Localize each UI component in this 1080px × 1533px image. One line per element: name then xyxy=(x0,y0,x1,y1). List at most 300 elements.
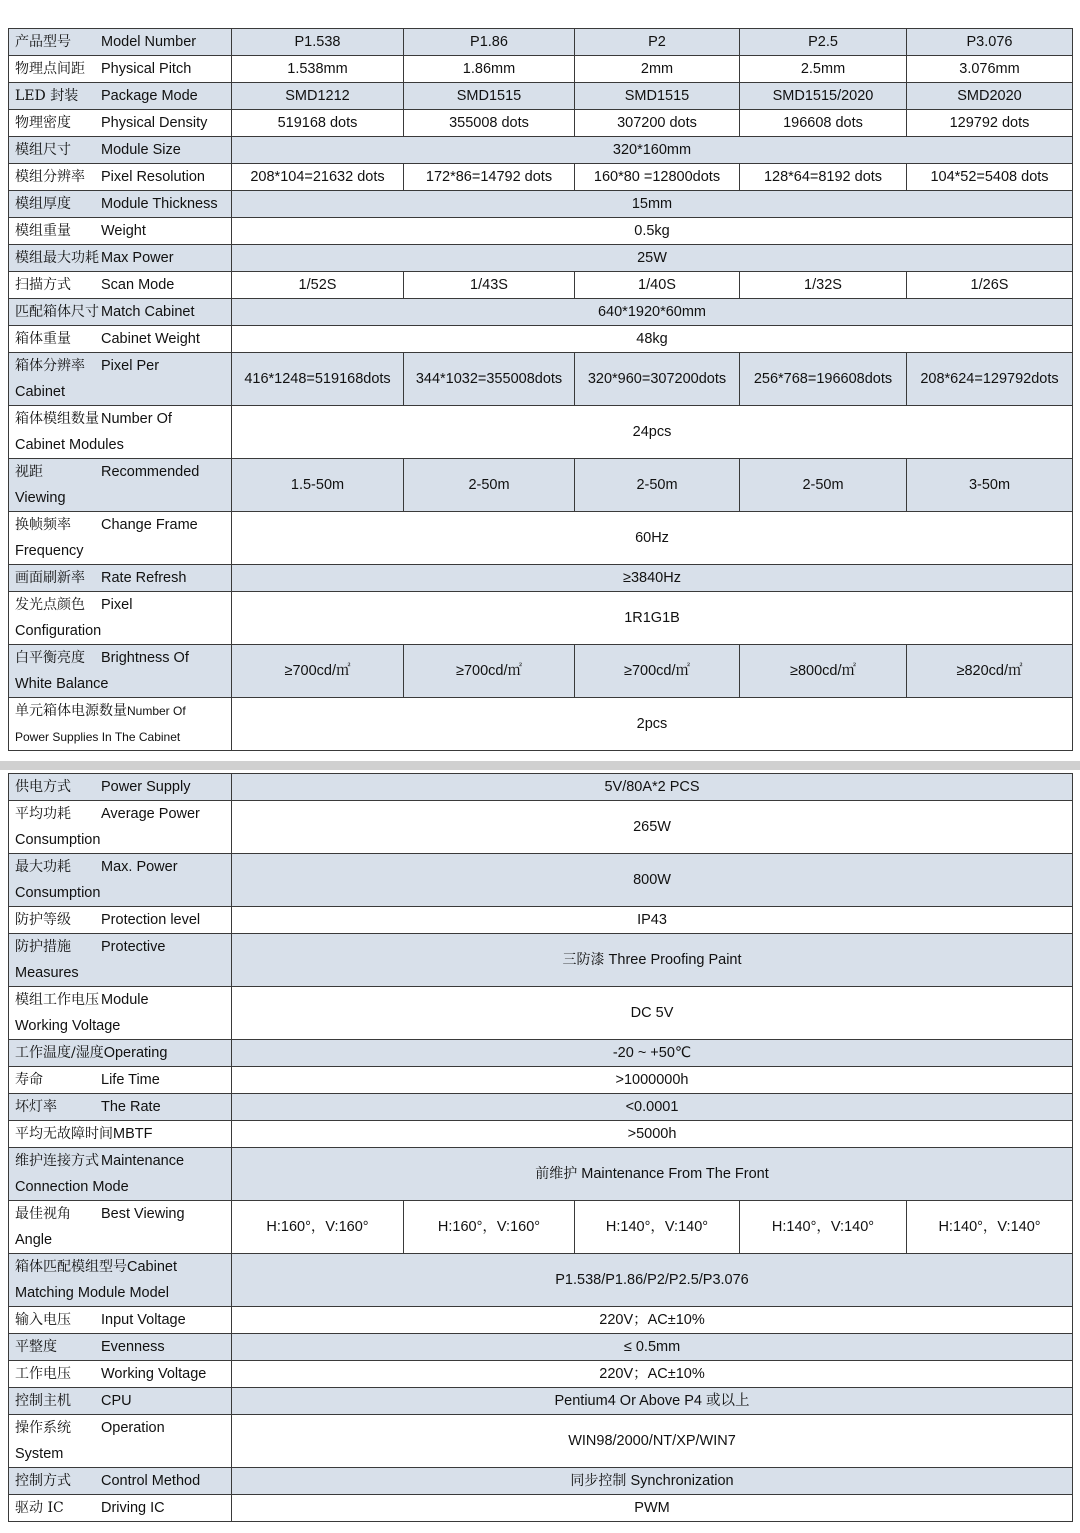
table-cell-span xyxy=(232,592,1073,645)
table-cell: 1/52S xyxy=(232,272,404,299)
row-label-en: Pixel Per xyxy=(101,358,160,374)
span-value: >5000h xyxy=(627,1126,677,1142)
row-label-en: Brightness Of xyxy=(101,650,189,666)
row-label-line xyxy=(15,987,231,1013)
row-label xyxy=(9,698,232,751)
table-row xyxy=(9,1307,1073,1334)
span-value: 5V/80A*2 PCS xyxy=(604,779,700,795)
table-cell: SMD1515/2020 xyxy=(740,83,907,110)
row-label-line xyxy=(15,459,231,485)
table-row xyxy=(9,1415,1073,1468)
row-label-line xyxy=(15,245,231,271)
row-label-line xyxy=(15,83,231,109)
span-value: 800W xyxy=(633,872,671,888)
table-cell-span xyxy=(232,1121,1073,1148)
table-cell-span xyxy=(232,1361,1073,1388)
table-cell: H:140°，V:140° xyxy=(907,1201,1073,1254)
row-label-line xyxy=(15,1468,231,1494)
table-row xyxy=(9,1148,1073,1201)
table-row xyxy=(9,218,1073,245)
row-label-en: Power Supply xyxy=(101,779,191,795)
row-label-cn: 换帧频率 xyxy=(15,517,71,533)
span-value: Maintenance From The Front xyxy=(581,1166,769,1182)
table-cell-span xyxy=(232,406,1073,459)
row-label xyxy=(9,56,232,83)
row-label-en: Operation xyxy=(101,1420,165,1436)
row-label-en: Module xyxy=(101,992,149,1008)
row-label xyxy=(9,1094,232,1121)
row-label-en: Max Power xyxy=(101,250,174,266)
table-cell-span xyxy=(232,1040,1073,1067)
row-label-en-continued: White Balance xyxy=(15,676,109,692)
table-cell-span xyxy=(232,565,1073,592)
table-row xyxy=(9,459,1073,512)
row-label-cn: 模组厚度 xyxy=(15,196,71,212)
row-label-line xyxy=(15,1121,231,1147)
span-value: 220V；AC±10% xyxy=(599,1312,705,1328)
span-value: WIN98/2000/NT/XP/WIN7 xyxy=(568,1433,736,1449)
row-label xyxy=(9,1121,232,1148)
row-label xyxy=(9,1067,232,1094)
table-cell: 208*624=129792dots xyxy=(907,353,1073,406)
row-label-line xyxy=(15,1067,231,1093)
table-cell: 1/43S xyxy=(404,272,575,299)
row-label-cn: 单元箱体电源数量 xyxy=(15,703,127,719)
table-cell: P1.538 xyxy=(232,29,404,56)
table-cell-span xyxy=(232,1067,1073,1094)
table-cell: H:140°，V:140° xyxy=(740,1201,907,1254)
row-label-en: Recommended xyxy=(101,464,200,480)
table-row xyxy=(9,801,1073,854)
row-label-cn: LED 封装 xyxy=(15,88,79,104)
row-label-en: Average Power xyxy=(101,806,200,822)
row-label-line xyxy=(15,56,231,82)
row-label-cn: 平均无故障时间 xyxy=(15,1126,113,1142)
row-label xyxy=(9,29,232,56)
row-label-en-continued: Viewing xyxy=(15,490,66,506)
row-label-en: The Rate xyxy=(101,1099,161,1115)
row-label-en: Rate Refresh xyxy=(101,570,187,586)
row-label-line xyxy=(15,907,231,933)
span-value: 265W xyxy=(633,819,671,835)
row-label xyxy=(9,1495,232,1522)
table-cell: P2 xyxy=(575,29,740,56)
row-label-en: Maintenance xyxy=(101,1153,185,1169)
row-label-en: Protection level xyxy=(101,912,201,928)
table-row xyxy=(9,698,1073,751)
row-label-en-continued: Power Supplies In The Cabinet xyxy=(15,730,181,744)
row-label-line xyxy=(15,1388,231,1414)
span-value: 24pcs xyxy=(632,424,672,440)
table-cell: ≥800cd/㎡ xyxy=(740,645,907,698)
table-cell: P3.076 xyxy=(907,29,1073,56)
table-cell: 3-50m xyxy=(907,459,1073,512)
span-value: Three Proofing Paint xyxy=(608,952,742,968)
row-label-line xyxy=(15,1495,231,1521)
span-value: 25W xyxy=(637,250,667,266)
table-cell: 129792 dots xyxy=(907,110,1073,137)
row-label-cn: 模组工作电压 xyxy=(15,992,99,1008)
row-label xyxy=(9,565,232,592)
table-cell: SMD1515 xyxy=(575,83,740,110)
row-label-cn: 供电方式 xyxy=(15,779,71,795)
table-row xyxy=(9,774,1073,801)
row-label-en: Max. Power xyxy=(101,859,178,875)
table-cell: 2-50m xyxy=(740,459,907,512)
table-cell-span xyxy=(232,1388,1073,1415)
row-label-cn: 箱体模组数量 xyxy=(15,411,99,427)
table-cell-span xyxy=(232,1307,1073,1334)
row-label xyxy=(9,592,232,645)
row-label xyxy=(9,272,232,299)
table-cell: ≥700cd/㎡ xyxy=(232,645,404,698)
row-label-cn: 平整度 xyxy=(15,1339,57,1355)
table-row xyxy=(9,326,1073,353)
row-label xyxy=(9,1388,232,1415)
span-value-cn: 同步控制 xyxy=(570,1473,627,1489)
row-label xyxy=(9,1468,232,1495)
span-value: >1000000h xyxy=(615,1072,689,1088)
row-label-en: Weight xyxy=(101,223,146,239)
row-label-line xyxy=(15,191,231,217)
row-label-en-continued: Frequency xyxy=(15,543,84,559)
spec-table-2 xyxy=(8,773,1073,1522)
row-label-cn: 物理密度 xyxy=(15,115,71,131)
span-value-cn: 三防漆 xyxy=(562,952,605,968)
row-label-cn: 控制主机 xyxy=(15,1393,71,1409)
row-label-line xyxy=(15,1254,231,1280)
table-row xyxy=(9,245,1073,272)
row-label-line xyxy=(15,854,231,880)
row-label xyxy=(9,1254,232,1307)
table-cell: 104*52=5408 dots xyxy=(907,164,1073,191)
row-label-cn: 模组分辨率 xyxy=(15,169,85,185)
span-value: ≥3840Hz xyxy=(623,570,681,586)
table-row xyxy=(9,512,1073,565)
row-label-line xyxy=(15,299,231,325)
table-row xyxy=(9,83,1073,110)
row-label-en-continued: System xyxy=(15,1446,64,1462)
table-row xyxy=(9,299,1073,326)
table-cell: 344*1032=355008dots xyxy=(404,353,575,406)
row-label-cn: 驱动 IC xyxy=(15,1500,64,1516)
row-label-cn: 寿命 xyxy=(15,1072,43,1088)
row-label-cn: 白平衡亮度 xyxy=(15,650,85,666)
table-row xyxy=(9,191,1073,218)
row-label xyxy=(9,245,232,272)
table-cell: 519168 dots xyxy=(232,110,404,137)
row-label-cn: 模组尺寸 xyxy=(15,142,71,158)
row-label-cn: 匹配箱体尺寸 xyxy=(15,304,99,320)
row-label-line xyxy=(15,1148,231,1174)
table-cell: SMD2020 xyxy=(907,83,1073,110)
table-cell: 128*64=8192 dots xyxy=(740,164,907,191)
row-label xyxy=(9,218,232,245)
table-row xyxy=(9,29,1073,56)
row-label-line xyxy=(15,1201,231,1227)
table-row xyxy=(9,406,1073,459)
table-row xyxy=(9,110,1073,137)
table-cell: 256*768=196608dots xyxy=(740,353,907,406)
table-cell-span xyxy=(232,299,1073,326)
table-row xyxy=(9,1067,1073,1094)
span-value: DC 5V xyxy=(630,1005,674,1021)
table-cell: 1/32S xyxy=(740,272,907,299)
table-row xyxy=(9,645,1073,698)
row-label-line xyxy=(15,326,231,352)
table-cell: SMD1515 xyxy=(404,83,575,110)
table-cell: H:160°，V:160° xyxy=(404,1201,575,1254)
row-label-en: Control Method xyxy=(101,1473,201,1489)
row-label xyxy=(9,353,232,406)
row-label-line xyxy=(15,565,231,591)
row-label-en-continued: Configuration xyxy=(15,623,102,639)
row-label-en: Scan Mode xyxy=(101,277,175,293)
row-label xyxy=(9,987,232,1040)
row-label xyxy=(9,406,232,459)
span-value: Synchronization xyxy=(630,1473,734,1489)
table-cell-span xyxy=(232,934,1073,987)
span-value: <0.0001 xyxy=(625,1099,679,1115)
table-cell-span xyxy=(232,326,1073,353)
row-label-en: Cabinet xyxy=(127,1259,177,1275)
row-label-en: MBTF xyxy=(113,1126,153,1142)
row-label-line xyxy=(15,645,231,671)
table-row xyxy=(9,1361,1073,1388)
row-label-en-continued: Working Voltage xyxy=(15,1018,121,1034)
table-row xyxy=(9,353,1073,406)
row-label-en: Pixel Resolution xyxy=(101,169,205,185)
row-label-cn: 扫描方式 xyxy=(15,277,71,293)
table-row xyxy=(9,1334,1073,1361)
row-label-en-continued: Connection Mode xyxy=(15,1179,129,1195)
row-label-en: Operating xyxy=(103,1045,168,1061)
row-label-cn: 模组最大功耗 xyxy=(15,250,99,266)
table-cell: 1.538mm xyxy=(232,56,404,83)
row-label-cn: 操作系统 xyxy=(15,1420,71,1436)
table-row xyxy=(9,1094,1073,1121)
span-value: PWM xyxy=(634,1500,670,1516)
table-cell: 1.5-50m xyxy=(232,459,404,512)
table-cell: 416*1248=519168dots xyxy=(232,353,404,406)
section-divider xyxy=(0,761,1080,770)
row-label-en: Package Mode xyxy=(101,88,198,104)
table-cell: SMD1212 xyxy=(232,83,404,110)
row-label xyxy=(9,645,232,698)
row-label-line xyxy=(15,1094,231,1120)
span-value: IP43 xyxy=(637,912,667,928)
row-label-en: CPU xyxy=(101,1393,132,1409)
table-cell-span xyxy=(232,801,1073,854)
table-cell: 172*86=14792 dots xyxy=(404,164,575,191)
table-cell-span xyxy=(232,1415,1073,1468)
row-label-line xyxy=(15,29,231,55)
row-label xyxy=(9,459,232,512)
span-value: 60Hz xyxy=(635,530,669,546)
table-cell: 3.076mm xyxy=(907,56,1073,83)
row-label-cn: 箱体分辨率 xyxy=(15,358,85,374)
row-label-cn: 最大功耗 xyxy=(15,859,71,875)
table-cell-span xyxy=(232,854,1073,907)
table-row xyxy=(9,56,1073,83)
table-cell-span xyxy=(232,1148,1073,1201)
row-label xyxy=(9,83,232,110)
row-label-en: Module Thickness xyxy=(101,196,218,212)
row-label xyxy=(9,1415,232,1468)
table-cell: 2.5mm xyxy=(740,56,907,83)
row-label-cn: 工作电压 xyxy=(15,1366,71,1382)
row-label xyxy=(9,326,232,353)
table-cell: ≥700cd/㎡ xyxy=(575,645,740,698)
table-row xyxy=(9,934,1073,987)
table-row xyxy=(9,592,1073,645)
row-label xyxy=(9,110,232,137)
row-label-line xyxy=(15,698,231,724)
table-cell-span xyxy=(232,191,1073,218)
table-cell: 208*104=21632 dots xyxy=(232,164,404,191)
row-label-en-continued: Consumption xyxy=(15,885,101,901)
row-label-en: Driving IC xyxy=(101,1500,165,1516)
table-cell: ≥820cd/㎡ xyxy=(907,645,1073,698)
row-label xyxy=(9,137,232,164)
row-label-en-continued: Cabinet xyxy=(15,384,65,400)
table-cell-span xyxy=(232,698,1073,751)
table-cell: 355008 dots xyxy=(404,110,575,137)
table-cell-span xyxy=(232,245,1073,272)
table-cell: H:140°，V:140° xyxy=(575,1201,740,1254)
span-value: 320*160mm xyxy=(612,142,692,158)
row-label-en: Best Viewing xyxy=(101,1206,185,1222)
row-label-cn: 产品型号 xyxy=(15,34,71,50)
row-label xyxy=(9,1201,232,1254)
row-label-line xyxy=(15,801,231,827)
row-label-en: Evenness xyxy=(101,1339,165,1355)
row-label xyxy=(9,1361,232,1388)
table-cell: P2.5 xyxy=(740,29,907,56)
row-label-line xyxy=(15,110,231,136)
table-cell-span xyxy=(232,512,1073,565)
table-row xyxy=(9,1121,1073,1148)
row-label-line xyxy=(15,1361,231,1387)
row-label xyxy=(9,1334,232,1361)
spec-table-1 xyxy=(8,28,1073,751)
table-cell: 1/26S xyxy=(907,272,1073,299)
table-cell-span xyxy=(232,1495,1073,1522)
row-label-cn: 最佳视角 xyxy=(15,1206,71,1222)
row-label-cn: 发光点颜色 xyxy=(15,597,85,613)
table-row xyxy=(9,987,1073,1040)
row-label-cn: 物理点间距 xyxy=(15,61,85,77)
row-label-en: Physical Density xyxy=(101,115,208,131)
row-label xyxy=(9,907,232,934)
span-value: 48kg xyxy=(636,331,668,347)
row-label-line xyxy=(15,774,231,800)
row-label-en-continued: Measures xyxy=(15,965,79,981)
table-cell-span xyxy=(232,137,1073,164)
row-label xyxy=(9,164,232,191)
row-label-cn: 控制方式 xyxy=(15,1473,71,1489)
row-label-en: Pixel xyxy=(101,597,133,613)
table-row xyxy=(9,854,1073,907)
row-label-line xyxy=(15,272,231,298)
row-label xyxy=(9,774,232,801)
row-label-line xyxy=(15,1040,231,1066)
row-label-line xyxy=(15,934,231,960)
row-label xyxy=(9,299,232,326)
row-label xyxy=(9,191,232,218)
span-value: P1.538/P1.86/P2/P2.5/P3.076 xyxy=(555,1272,749,1288)
row-label-cn: 箱体匹配模组型号 xyxy=(15,1259,127,1275)
row-label-line xyxy=(15,512,231,538)
row-label-cn: 视距 xyxy=(15,464,43,480)
table-row xyxy=(9,565,1073,592)
table-cell-span xyxy=(232,774,1073,801)
row-label xyxy=(9,1040,232,1067)
table-cell-span xyxy=(232,1094,1073,1121)
span-value: 1R1G1B xyxy=(624,610,680,626)
row-label-cn: 输入电压 xyxy=(15,1312,71,1328)
table-row xyxy=(9,907,1073,934)
table-cell-span xyxy=(232,987,1073,1040)
row-label-en: Number Of xyxy=(127,704,186,718)
row-label-en-continued: Matching Module Model xyxy=(15,1285,169,1301)
row-label-en: Physical Pitch xyxy=(101,61,192,77)
row-label-cn: 画面刷新率 xyxy=(15,570,85,586)
table-cell: 196608 dots xyxy=(740,110,907,137)
row-label-line xyxy=(15,137,231,163)
table-cell-span xyxy=(232,1334,1073,1361)
table-row xyxy=(9,272,1073,299)
row-label-en: Life Time xyxy=(101,1072,160,1088)
table-cell: 1.86mm xyxy=(404,56,575,83)
span-value: 220V；AC±10% xyxy=(599,1366,705,1382)
table-cell: 307200 dots xyxy=(575,110,740,137)
span-value: 2pcs xyxy=(636,716,668,732)
row-label-line xyxy=(15,592,231,618)
table-cell: ≥700cd/㎡ xyxy=(404,645,575,698)
row-label-en-continued: Angle xyxy=(15,1232,53,1248)
row-label xyxy=(9,801,232,854)
table-row xyxy=(9,1388,1073,1415)
row-label-line xyxy=(15,164,231,190)
span-value: Pentium4 Or Above P4 或以上 xyxy=(554,1393,750,1409)
table-row xyxy=(9,1254,1073,1307)
row-label-cn: 防护措施 xyxy=(15,939,71,955)
table-cell: 2mm xyxy=(575,56,740,83)
table-row xyxy=(9,137,1073,164)
table-row xyxy=(9,1468,1073,1495)
row-label-line xyxy=(15,1415,231,1441)
row-label-cn: 平均功耗 xyxy=(15,806,71,822)
row-label-cn: 坏灯率 xyxy=(15,1099,57,1115)
table-cell-span xyxy=(232,1254,1073,1307)
row-label-cn: 防护等级 xyxy=(15,912,71,928)
row-label-en: Change Frame xyxy=(101,517,198,533)
row-label-en: Protective xyxy=(101,939,166,955)
row-label-en-continued: Cabinet Modules xyxy=(15,437,124,453)
row-label-en: Number Of xyxy=(101,411,172,427)
table-row xyxy=(9,1040,1073,1067)
table-cell-span xyxy=(232,1468,1073,1495)
table-row xyxy=(9,164,1073,191)
table-cell: 320*960=307200dots xyxy=(575,353,740,406)
row-label-en: Working Voltage xyxy=(101,1366,207,1382)
row-label xyxy=(9,1307,232,1334)
span-value: 640*1920*60mm xyxy=(597,304,707,320)
span-value: ≤ 0.5mm xyxy=(623,1339,681,1355)
row-label xyxy=(9,1148,232,1201)
row-label xyxy=(9,512,232,565)
